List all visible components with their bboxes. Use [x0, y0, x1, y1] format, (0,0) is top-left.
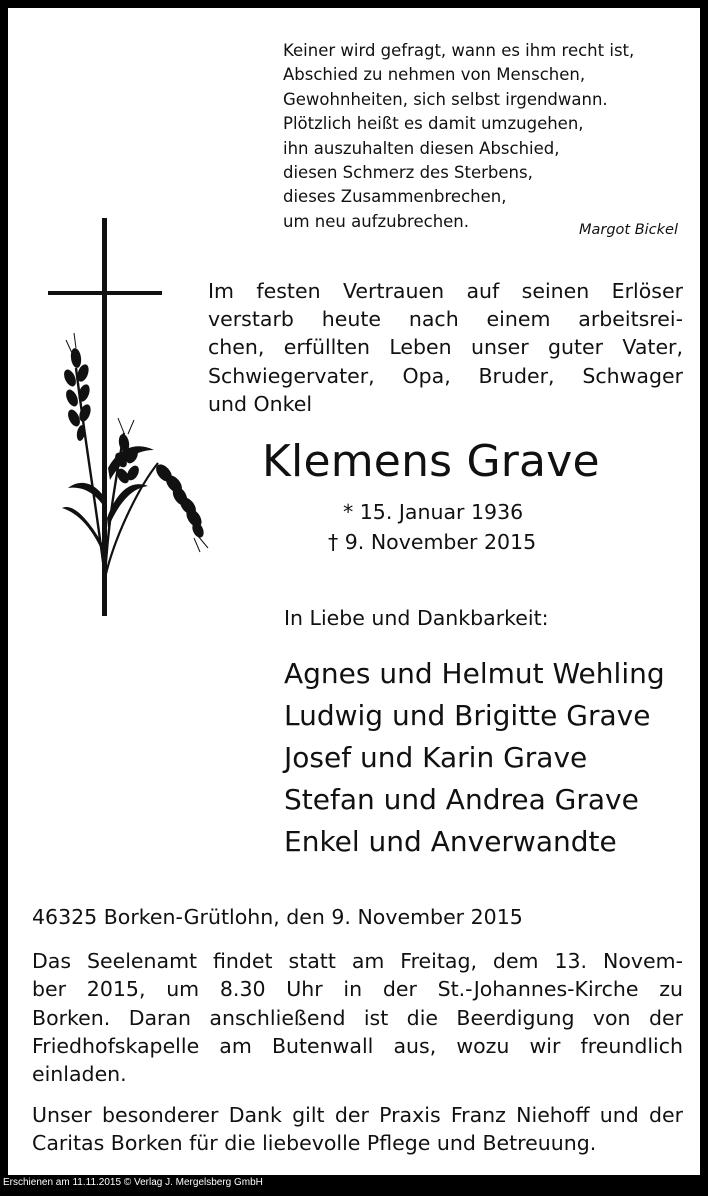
thanks-line: Unser besonderer Dank gilt der Praxis Franz Niehoff und der	[32, 1103, 683, 1127]
poem-line: um neu aufzubrechen.	[283, 211, 470, 231]
mourner-name: Stefan und Andrea Grave	[284, 783, 639, 816]
poem-line: Plötzlich heißt es damit umzugehen,	[283, 114, 584, 134]
poem-line: dieses Zusammenbrechen,	[283, 187, 507, 207]
poem-line: Keiner wird gefragt, wann es ihm recht ist,	[283, 41, 635, 60]
cross-with-wheat-icon	[48, 218, 218, 632]
mourner-name: Ludwig und Brigitte Grave	[284, 699, 651, 732]
intro-line: verstarb heute nach einem arbeitsrei-	[208, 307, 683, 332]
mourners-list	[284, 653, 665, 863]
intro-line: und Onkel	[208, 391, 313, 416]
service-info	[32, 947, 683, 1088]
poem	[283, 39, 683, 234]
thanks-text	[32, 1101, 683, 1158]
poem-line: Gewohnheiten, sich selbst irgendwann.	[283, 89, 608, 109]
birth-date: * 15. Januar 1936	[343, 500, 524, 524]
poem-line: diesen Schmerz des Sterbens,	[283, 163, 533, 183]
poem-line: ihn auszuhalten diesen Abschied,	[283, 138, 560, 158]
intro-line: Im festen Vertrauen auf seinen Erlöser	[208, 279, 683, 303]
mourners-heading: In Liebe und Dankbarkeit:	[284, 606, 549, 630]
poem-author: Margot Bickel	[578, 222, 678, 238]
deceased-name: Klemens Grave	[262, 436, 600, 487]
publication-footer: Erschienen am 11.11.2015 © Verlag J. Mergelsberg GmbH	[3, 1177, 263, 1188]
service-line: Friedhofskapelle am Butenwall aus, wozu wir freundlich	[32, 1033, 683, 1058]
service-line: einladen.	[32, 1062, 127, 1087]
service-line: ber 2015, um 8.30 Uhr in der St.-Johannes-Kirche zu	[32, 977, 683, 1002]
service-line: Borken. Daran anschließend ist die Beerdigung von der	[32, 1005, 683, 1030]
intro-text	[208, 277, 683, 418]
obituary-notice	[8, 8, 700, 1175]
mourner-name: Enkel und Anverwandte	[284, 825, 617, 858]
mourner-name: Agnes und Helmut Wehling	[284, 657, 665, 690]
intro-line: chen, erfüllten Leben unser guter Vater,	[208, 335, 683, 360]
place-date: 46325 Borken-Grütlohn, den 9. November 2015	[32, 905, 523, 929]
intro-line: Schwiegervater, Opa, Bruder, Schwager	[208, 363, 683, 388]
death-date: † 9. November 2015	[328, 530, 537, 554]
thanks-line: Caritas Borken für die liebevolle Pflege und Betreuung.	[32, 1131, 597, 1156]
poem-line: Abschied zu nehmen von Menschen,	[283, 65, 586, 85]
mourner-name: Josef und Karin Grave	[284, 741, 588, 774]
service-line: Das Seelenamt findet statt am Freitag, dem 13. Novem-	[32, 949, 683, 973]
